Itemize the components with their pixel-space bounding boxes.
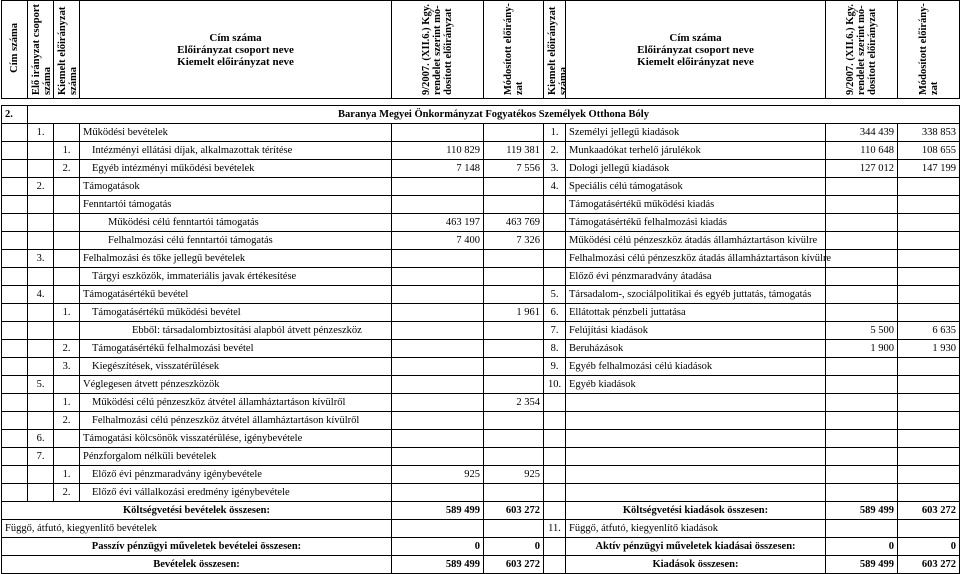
- kiemelt-szama-cell: [54, 376, 80, 394]
- revenue-label-cell: Intézményi ellátási díjak, alkalmazottak térítése: [80, 142, 392, 160]
- expense-original-cell: [826, 304, 898, 322]
- total-revenue-modified: [484, 520, 544, 538]
- table-row: [2, 430, 960, 448]
- revenue-modified-cell: [484, 124, 544, 142]
- kiemelt-szama-cell: 3.: [54, 358, 80, 376]
- csoport-szama-cell: [28, 322, 54, 340]
- revenue-modified-cell: 1 961: [484, 304, 544, 322]
- expense-modified-cell: [898, 286, 960, 304]
- revenue-modified-cell: [484, 196, 544, 214]
- expense-number-cell: [544, 196, 566, 214]
- expense-label-cell: [566, 430, 826, 448]
- table-row: [2, 160, 960, 178]
- cim-szama-cell: [2, 340, 28, 358]
- kiemelt-szama-cell: [54, 178, 80, 196]
- kiemelt-szama-cell: 2.: [54, 160, 80, 178]
- cim-szama-cell: [2, 142, 28, 160]
- expense-original-cell: [826, 430, 898, 448]
- cim-szama-cell: [2, 466, 28, 484]
- header-row: [2, 1, 960, 99]
- table-row: [2, 196, 960, 214]
- header-right-kiemelt-szama: Kiemelt előirányzat száma: [544, 1, 566, 99]
- expense-number-cell: 1.: [544, 124, 566, 142]
- kiemelt-szama-cell: [54, 124, 80, 142]
- expense-original-cell: [826, 178, 898, 196]
- revenue-label-cell: Működési célú pénzeszköz átvétel államháztartáson kívülről: [80, 394, 392, 412]
- header-right-modified: Módosított előirány-zat: [898, 1, 960, 99]
- csoport-szama-cell: [28, 340, 54, 358]
- table-row: [2, 304, 960, 322]
- csoport-szama-cell: [28, 232, 54, 250]
- expense-modified-cell: 1 930: [898, 340, 960, 358]
- revenue-label-cell: Előző évi vállalkozási eredmény igénybevétele: [80, 484, 392, 502]
- table-row: [2, 322, 960, 340]
- kiemelt-szama-cell: [54, 268, 80, 286]
- revenue-label-cell: Támogatások: [80, 178, 392, 196]
- revenue-label-cell: Kiegészítések, visszatérülések: [80, 358, 392, 376]
- expense-original-cell: 110 648: [826, 142, 898, 160]
- revenue-modified-cell: 7 556: [484, 160, 544, 178]
- revenue-original-cell: [392, 358, 484, 376]
- expense-label-cell: Támogatásértékű felhalmozási kiadás: [566, 214, 826, 232]
- expense-number-cell: [544, 448, 566, 466]
- csoport-szama-cell: 1.: [28, 124, 54, 142]
- table-row: [2, 412, 960, 430]
- revenue-modified-cell: [484, 484, 544, 502]
- revenue-label-cell: Ebből: társadalombiztosítási alapból átvett pénzeszköz: [80, 322, 392, 340]
- kiemelt-szama-cell: 1.: [54, 466, 80, 484]
- cim-szama-cell: [2, 304, 28, 322]
- total-expense-number: [544, 538, 566, 556]
- expense-modified-cell: [898, 412, 960, 430]
- expense-modified-cell: [898, 232, 960, 250]
- table-row: [2, 286, 960, 304]
- header-eloiranyzat-csoport-szama: Elő irányzat csoport száma: [28, 1, 54, 99]
- csoport-szama-cell: 3.: [28, 250, 54, 268]
- cim-szama-cell: [2, 322, 28, 340]
- csoport-szama-cell: 2.: [28, 178, 54, 196]
- table-row: [2, 250, 960, 268]
- cim-szama-cell: [2, 178, 28, 196]
- expense-label-cell: Beruházások: [566, 340, 826, 358]
- expense-number-cell: [544, 232, 566, 250]
- expense-modified-cell: [898, 196, 960, 214]
- revenue-original-cell: [392, 322, 484, 340]
- total-expense-modified: 0: [898, 538, 960, 556]
- table-row: [2, 214, 960, 232]
- expense-label-cell: Támogatásértékű működési kiadás: [566, 196, 826, 214]
- revenue-original-cell: [392, 250, 484, 268]
- csoport-szama-cell: 7.: [28, 448, 54, 466]
- revenue-modified-cell: 119 381: [484, 142, 544, 160]
- revenue-modified-cell: [484, 340, 544, 358]
- kiemelt-szama-cell: [54, 232, 80, 250]
- expense-number-cell: 9.: [544, 358, 566, 376]
- revenue-label-cell: Támogatási kölcsönök visszatérülése, igénybevétele: [80, 430, 392, 448]
- expense-number-cell: [544, 412, 566, 430]
- expense-label-cell: [566, 394, 826, 412]
- kiemelt-szama-cell: [54, 196, 80, 214]
- cim-szama-cell: [2, 268, 28, 286]
- total-expense-modified: 603 272: [898, 556, 960, 574]
- expense-number-cell: 4.: [544, 178, 566, 196]
- expense-number-cell: 5.: [544, 286, 566, 304]
- header-left-modified: Módosított előirány-zat: [484, 1, 544, 99]
- expense-modified-cell: [898, 394, 960, 412]
- expense-number-cell: 7.: [544, 322, 566, 340]
- table-row: [2, 466, 960, 484]
- revenue-original-cell: 7 400: [392, 232, 484, 250]
- revenue-label-cell: Működési célú fenntartói támogatás: [80, 214, 392, 232]
- revenue-original-cell: 463 197: [392, 214, 484, 232]
- expense-original-cell: [826, 448, 898, 466]
- cim-szama-cell: [2, 214, 28, 232]
- expense-label-cell: Egyéb felhalmozási célú kiadások: [566, 358, 826, 376]
- kiemelt-szama-cell: 1.: [54, 142, 80, 160]
- revenue-modified-cell: [484, 412, 544, 430]
- total-expense-number: 11.: [544, 520, 566, 538]
- kiemelt-szama-cell: [54, 430, 80, 448]
- total-revenue-original: [392, 520, 484, 538]
- expense-number-cell: [544, 214, 566, 232]
- revenue-modified-cell: [484, 286, 544, 304]
- expense-label-cell: Társadalom-, szociálpolitikai és egyéb juttatás, támogatás: [566, 286, 826, 304]
- revenue-original-cell: 7 148: [392, 160, 484, 178]
- expense-label-cell: [566, 484, 826, 502]
- cim-szama-cell: [2, 160, 28, 178]
- kiemelt-szama-cell: 1.: [54, 394, 80, 412]
- kiemelt-szama-cell: 2.: [54, 340, 80, 358]
- total-expense-original: 589 499: [826, 556, 898, 574]
- header-right-original: 9/2007. (XII.6.) Kgy. rendelet szerint mó-dosított előirányzat: [826, 1, 898, 99]
- revenue-modified-cell: [484, 358, 544, 376]
- table-row: [2, 376, 960, 394]
- revenue-original-cell: [392, 484, 484, 502]
- revenue-label-cell: Felhalmozási célú pénzeszköz átvétel államháztartáson kívülről: [80, 412, 392, 430]
- cim-szama-cell: [2, 250, 28, 268]
- expense-original-cell: 344 439: [826, 124, 898, 142]
- expense-modified-cell: [898, 250, 960, 268]
- expense-number-cell: 3.: [544, 160, 566, 178]
- kiemelt-szama-cell: 2.: [54, 484, 80, 502]
- kiemelt-szama-cell: [54, 250, 80, 268]
- total-expense-label: Kiadások összesen:: [566, 556, 826, 574]
- total-expense-original: 0: [826, 538, 898, 556]
- revenue-label-cell: Felhalmozási és tőke jellegű bevételek: [80, 250, 392, 268]
- expense-modified-cell: [898, 304, 960, 322]
- header-left-original: 9/2007. (XII.6.) Kgy. rendelet szerint mó-dosított előirányzat: [392, 1, 484, 99]
- cim-szama-cell: [2, 196, 28, 214]
- total-expense-number: [544, 502, 566, 520]
- csoport-szama-cell: [28, 142, 54, 160]
- total-expense-label: Költségvetési kiadások összesen:: [566, 502, 826, 520]
- total-expense-label: Aktív pénzügyi műveletek kiadásai összesen:: [566, 538, 826, 556]
- table-row: [2, 448, 960, 466]
- expense-number-cell: 8.: [544, 340, 566, 358]
- csoport-szama-cell: 4.: [28, 286, 54, 304]
- revenue-original-cell: [392, 376, 484, 394]
- expense-number-cell: [544, 268, 566, 286]
- revenue-modified-cell: [484, 322, 544, 340]
- header-left-title: Cím száma Előirányzat csoport neve Kiemelt előirányzat neve: [80, 1, 392, 99]
- expense-modified-cell: [898, 430, 960, 448]
- revenue-original-cell: [392, 196, 484, 214]
- revenue-original-cell: [392, 286, 484, 304]
- expense-label-cell: Felhalmozási célú pénzeszköz átadás államháztartáson kívülre: [566, 250, 826, 268]
- table-row: [2, 340, 960, 358]
- expense-label-cell: Ellátottak pénzbeli juttatása: [566, 304, 826, 322]
- revenue-modified-cell: [484, 178, 544, 196]
- revenue-modified-cell: [484, 430, 544, 448]
- kiemelt-szama-cell: [54, 286, 80, 304]
- csoport-szama-cell: [28, 466, 54, 484]
- csoport-szama-cell: [28, 304, 54, 322]
- csoport-szama-cell: 5.: [28, 376, 54, 394]
- revenue-original-cell: [392, 304, 484, 322]
- spacer-row: [2, 99, 960, 106]
- expense-original-cell: [826, 358, 898, 376]
- expense-label-cell: [566, 466, 826, 484]
- revenue-original-cell: [392, 124, 484, 142]
- csoport-szama-cell: [28, 394, 54, 412]
- revenue-original-cell: [392, 412, 484, 430]
- section-number: 2.: [2, 106, 28, 124]
- header-kiemelt-eloiranyzat-szama: Kiemelt előirányzat száma: [54, 1, 80, 99]
- total-expense-number: [544, 556, 566, 574]
- expense-label-cell: Előző évi pénzmaradvány átadása: [566, 268, 826, 286]
- total-revenue-original: 589 499: [392, 556, 484, 574]
- revenue-label-cell: Támogatásértékű bevétel: [80, 286, 392, 304]
- total-row: [2, 538, 960, 556]
- expense-number-cell: [544, 394, 566, 412]
- total-row: [2, 520, 960, 538]
- revenue-original-cell: 110 829: [392, 142, 484, 160]
- revenue-label-cell: Felhalmozási célú fenntartói támogatás: [80, 232, 392, 250]
- revenue-label-cell: Előző évi pénzmaradvány igénybevétele: [80, 466, 392, 484]
- expense-original-cell: 1 900: [826, 340, 898, 358]
- expense-number-cell: [544, 430, 566, 448]
- expense-original-cell: [826, 466, 898, 484]
- total-row: [2, 502, 960, 520]
- revenue-original-cell: [392, 268, 484, 286]
- table-row: [2, 268, 960, 286]
- csoport-szama-cell: [28, 214, 54, 232]
- cim-szama-cell: [2, 394, 28, 412]
- csoport-szama-cell: 6.: [28, 430, 54, 448]
- revenue-label-cell: Működési bevételek: [80, 124, 392, 142]
- revenue-original-cell: [392, 340, 484, 358]
- expense-original-cell: [826, 196, 898, 214]
- total-revenue-original: 0: [392, 538, 484, 556]
- csoport-szama-cell: [28, 412, 54, 430]
- expense-modified-cell: 6 635: [898, 322, 960, 340]
- total-revenue-original: 589 499: [392, 502, 484, 520]
- cim-szama-cell: [2, 448, 28, 466]
- revenue-original-cell: [392, 178, 484, 196]
- revenue-modified-cell: [484, 268, 544, 286]
- table-row: [2, 358, 960, 376]
- total-expense-modified: 603 272: [898, 502, 960, 520]
- expense-original-cell: [826, 412, 898, 430]
- cim-szama-cell: [2, 376, 28, 394]
- kiemelt-szama-cell: [54, 214, 80, 232]
- expense-number-cell: [544, 250, 566, 268]
- expense-modified-cell: [898, 214, 960, 232]
- revenue-modified-cell: 2 354: [484, 394, 544, 412]
- table-row: [2, 142, 960, 160]
- expense-label-cell: Személyi jellegű kiadások: [566, 124, 826, 142]
- expense-number-cell: [544, 484, 566, 502]
- expense-original-cell: 127 012: [826, 160, 898, 178]
- cim-szama-cell: [2, 286, 28, 304]
- expense-label-cell: Egyéb kiadások: [566, 376, 826, 394]
- expense-original-cell: [826, 250, 898, 268]
- expense-original-cell: [826, 376, 898, 394]
- cim-szama-cell: [2, 232, 28, 250]
- revenue-original-cell: 925: [392, 466, 484, 484]
- expense-original-cell: 5 500: [826, 322, 898, 340]
- expense-original-cell: [826, 286, 898, 304]
- expense-modified-cell: 147 199: [898, 160, 960, 178]
- revenue-modified-cell: [484, 250, 544, 268]
- revenue-label-cell: Véglegesen átvett pénzeszközök: [80, 376, 392, 394]
- expense-modified-cell: 338 853: [898, 124, 960, 142]
- cim-szama-cell: [2, 358, 28, 376]
- expense-modified-cell: 108 655: [898, 142, 960, 160]
- expense-modified-cell: [898, 268, 960, 286]
- expense-label-cell: Dologi jellegű kiadások: [566, 160, 826, 178]
- expense-label-cell: Felújítási kiadások: [566, 322, 826, 340]
- csoport-szama-cell: [28, 160, 54, 178]
- csoport-szama-cell: [28, 268, 54, 286]
- section-row: [2, 106, 960, 124]
- revenue-label-cell: Tárgyi eszközök, immateriális javak értékesítése: [80, 268, 392, 286]
- section-title: Baranya Megyei Önkormányzat Fogyatékos Személyek Otthona Bóly: [28, 106, 960, 124]
- expense-number-cell: 6.: [544, 304, 566, 322]
- revenue-modified-cell: 925: [484, 466, 544, 484]
- csoport-szama-cell: [28, 196, 54, 214]
- total-revenue-label: Függő, átfutó, kiegyenlítő bevételek: [2, 520, 392, 538]
- revenue-modified-cell: [484, 376, 544, 394]
- expense-number-cell: 2.: [544, 142, 566, 160]
- expense-label-cell: Munkaadókat terhelő járulékok: [566, 142, 826, 160]
- csoport-szama-cell: [28, 484, 54, 502]
- revenue-original-cell: [392, 430, 484, 448]
- revenue-label-cell: Pénzforgalom nélküli bevételek: [80, 448, 392, 466]
- table-row: [2, 178, 960, 196]
- table-row: [2, 124, 960, 142]
- expense-original-cell: [826, 268, 898, 286]
- total-revenue-modified: 0: [484, 538, 544, 556]
- table-row: [2, 484, 960, 502]
- expense-label-cell: [566, 412, 826, 430]
- expense-modified-cell: [898, 484, 960, 502]
- total-revenue-label: Költségvetési bevételek összesen:: [2, 502, 392, 520]
- budget-table: [1, 0, 960, 574]
- kiemelt-szama-cell: [54, 322, 80, 340]
- total-expense-label: Függő, átfutó, kiegyenlítő kiadások: [566, 520, 826, 538]
- expense-modified-cell: [898, 466, 960, 484]
- kiemelt-szama-cell: [54, 448, 80, 466]
- revenue-modified-cell: [484, 448, 544, 466]
- total-revenue-label: Passzív pénzügyi műveletek bevételei összesen:: [2, 538, 392, 556]
- total-row: [2, 556, 960, 574]
- expense-label-cell: Speciális célú támogatások: [566, 178, 826, 196]
- cim-szama-cell: [2, 412, 28, 430]
- table-row: [2, 394, 960, 412]
- expense-original-cell: [826, 394, 898, 412]
- expense-label-cell: Működési célú pénzeszköz átadás államháztartáson kívülre: [566, 232, 826, 250]
- expense-modified-cell: [898, 448, 960, 466]
- revenue-modified-cell: 7 326: [484, 232, 544, 250]
- expense-modified-cell: [898, 178, 960, 196]
- total-revenue-modified: 603 272: [484, 502, 544, 520]
- total-revenue-modified: 603 272: [484, 556, 544, 574]
- revenue-modified-cell: 463 769: [484, 214, 544, 232]
- expense-modified-cell: [898, 376, 960, 394]
- expense-label-cell: [566, 448, 826, 466]
- expense-original-cell: [826, 232, 898, 250]
- total-expense-original: [826, 520, 898, 538]
- cim-szama-cell: [2, 430, 28, 448]
- header-cim-szama: Cím száma: [2, 1, 28, 99]
- total-expense-modified: [898, 520, 960, 538]
- total-expense-original: 589 499: [826, 502, 898, 520]
- total-revenue-label: Bevételek összesen:: [2, 556, 392, 574]
- revenue-original-cell: [392, 448, 484, 466]
- expense-original-cell: [826, 484, 898, 502]
- expense-number-cell: [544, 466, 566, 484]
- kiemelt-szama-cell: 1.: [54, 304, 80, 322]
- cim-szama-cell: [2, 484, 28, 502]
- expense-number-cell: 10.: [544, 376, 566, 394]
- revenue-label-cell: Támogatásértékű működési bevétel: [80, 304, 392, 322]
- revenue-label-cell: Egyéb intézményi működési bevételek: [80, 160, 392, 178]
- header-right-title: Cím száma Előirányzat csoport neve Kiemelt előirányzat neve: [566, 1, 826, 99]
- revenue-label-cell: Fenntartói támogatás: [80, 196, 392, 214]
- table-row: [2, 232, 960, 250]
- expense-original-cell: [826, 214, 898, 232]
- csoport-szama-cell: [28, 358, 54, 376]
- expense-modified-cell: [898, 358, 960, 376]
- kiemelt-szama-cell: 2.: [54, 412, 80, 430]
- cim-szama-cell: [2, 124, 28, 142]
- revenue-original-cell: [392, 394, 484, 412]
- revenue-label-cell: Támogatásértékű felhalmozási bevétel: [80, 340, 392, 358]
